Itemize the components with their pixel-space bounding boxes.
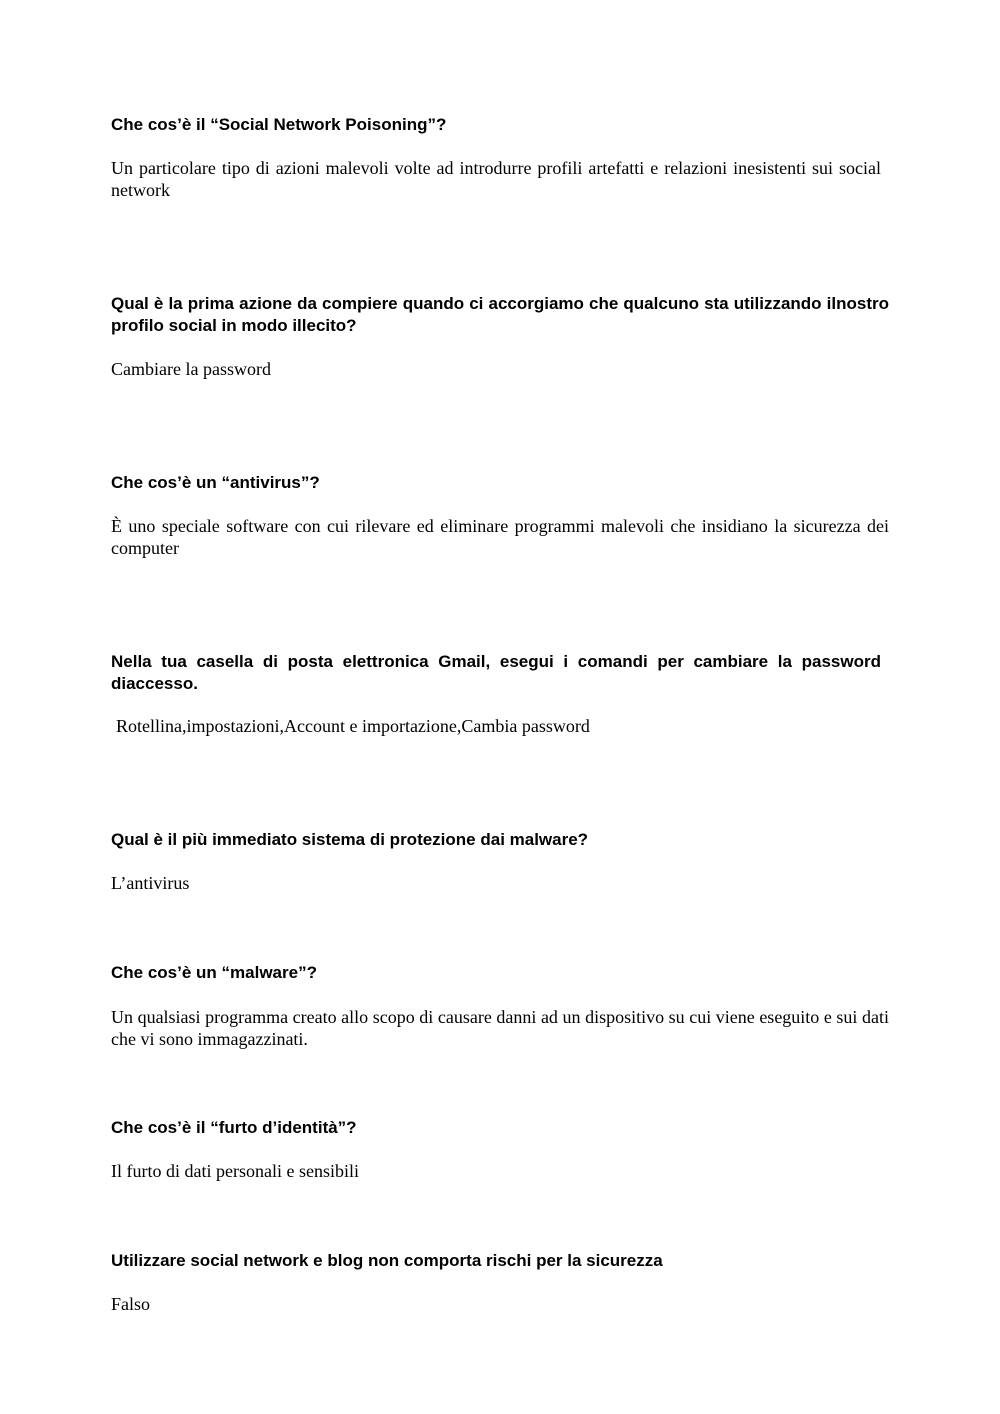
answer-2: Cambiare la password [111, 359, 271, 379]
answer-6: Un qualsiasi programma creato allo scopo di causare danni ad un dispositivo su cui viene eseguito e sui dati che vi sono immagazzinati. [111, 1007, 889, 1049]
answer-8: Falso [111, 1294, 151, 1314]
question-1: Che cos’è il “Social Network Poisoning”? [111, 115, 447, 134]
answer-5: L’antivirus [111, 873, 190, 893]
answer-4: Rotellina,impostazioni,Account e importazione,Cambia password [116, 716, 590, 736]
answer-1: Un particolare tipo di azioni malevoli volte ad introdurre profili artefatti e relazioni inesistenti sui social network [111, 158, 881, 200]
question-3: Che cos’è un “antivirus”? [111, 473, 320, 492]
question-7: Che cos’è il “furto d’identità”? [111, 1118, 357, 1137]
question-6: Che cos’è un “malware”? [111, 963, 317, 982]
answer-3: È uno speciale software con cui rilevare ed eliminare programmi malevoli che insidiano la sicurezza dei computer [111, 516, 889, 558]
answer-7: Il furto di dati personali e sensibili [111, 1161, 359, 1181]
question-5: Qual è il più immediato sistema di protezione dai malware? [111, 830, 589, 849]
question-2: Qual è la prima azione da compiere quando ci accorgiamo che qualcuno sta utilizzando ilnostro profilo social in modo illecito? [111, 294, 889, 335]
question-8: Utilizzare social network e blog non comporta rischi per la sicurezza [111, 1251, 663, 1270]
question-4: Nella tua casella di posta elettronica Gmail, esegui i comandi per cambiare la password diaccesso. [111, 652, 881, 693]
